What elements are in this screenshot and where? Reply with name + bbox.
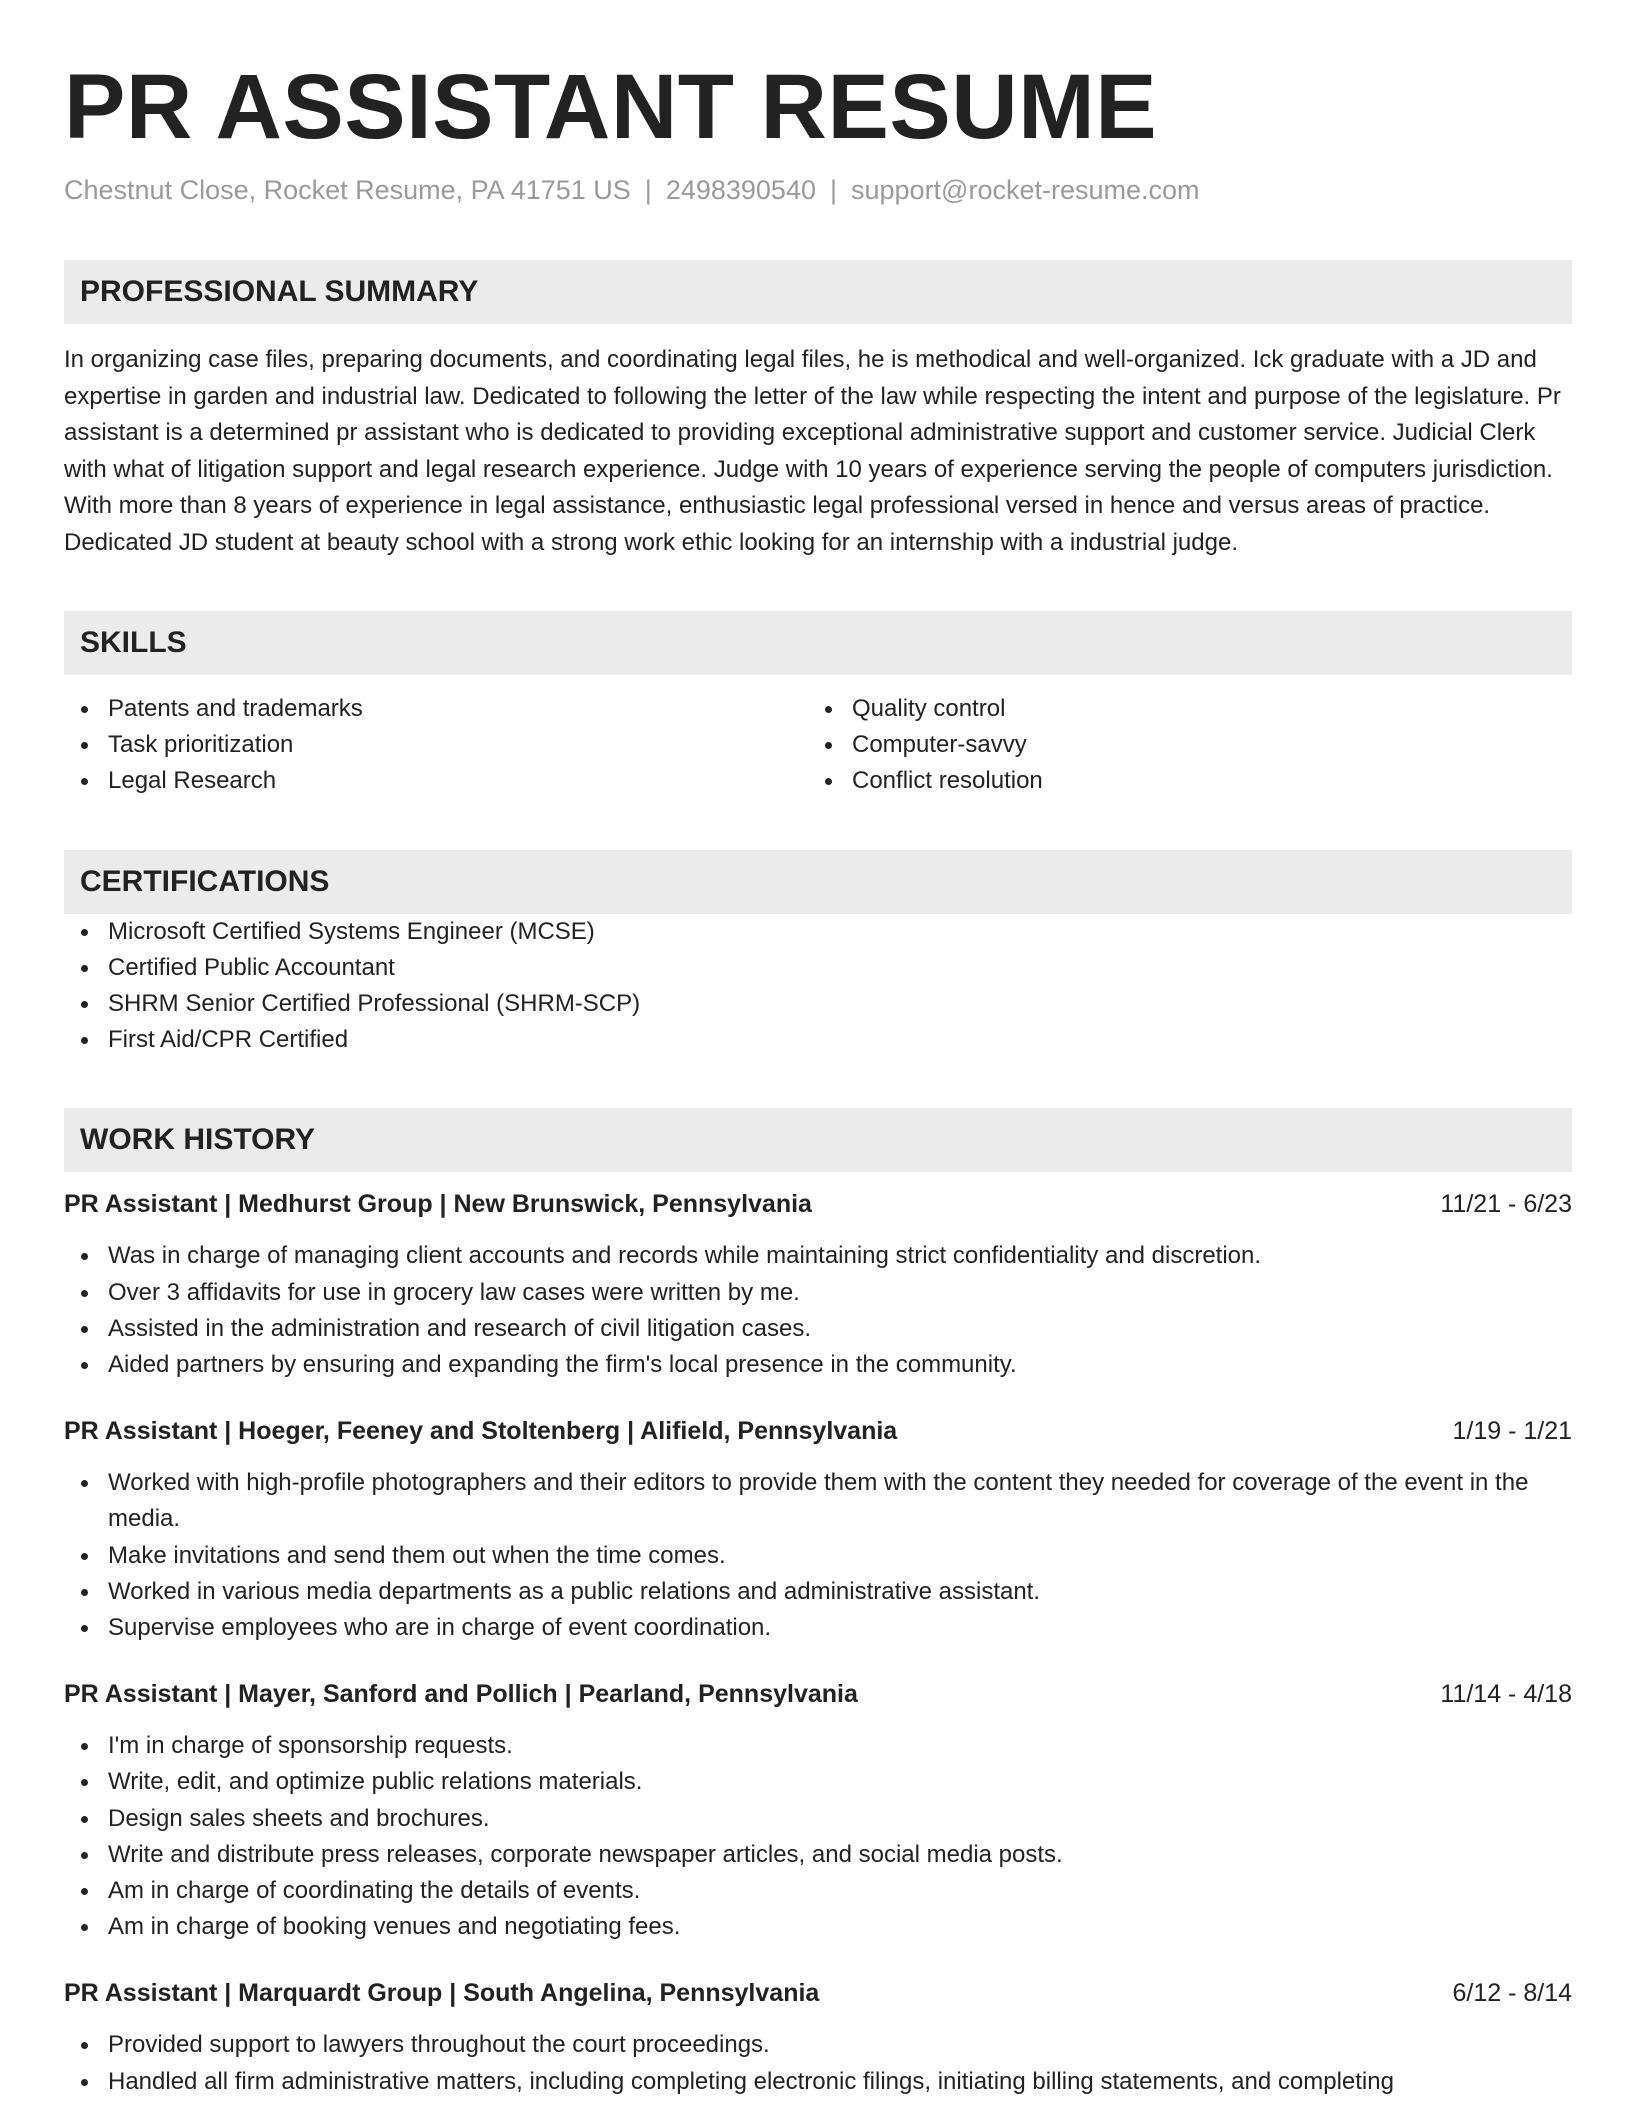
- skills-heading: SKILLS: [64, 611, 1572, 675]
- job-duty: Provided support to lawyers throughout the court proceedings.: [64, 2027, 1572, 2063]
- job-entry: [64, 1975, 1572, 2099]
- job-duty: Assisted in the administration and research of civil litigation cases.: [64, 1311, 1572, 1347]
- job-duty: Make invitations and send them out when the time comes.: [64, 1538, 1572, 1574]
- certifications-list: [64, 914, 1572, 1059]
- job-duty: Worked in various media departments as a public relations and administrative assistant.: [64, 1574, 1572, 1610]
- certification-item: Microsoft Certified Systems Engineer (MCSE): [64, 914, 1572, 950]
- contact-separator: |: [644, 175, 652, 205]
- job-duty: Am in charge of booking venues and negotiating fees.: [64, 1909, 1572, 1945]
- job-duty: Write, edit, and optimize public relations materials.: [64, 1764, 1572, 1800]
- contact-email: support@rocket-resume.com: [851, 175, 1200, 205]
- resume-title: PR ASSISTANT RESUME: [64, 56, 1158, 158]
- job-entry: [64, 1413, 1572, 1646]
- job-duty: Write and distribute press releases, corporate newspaper articles, and social media posts.: [64, 1837, 1572, 1873]
- job-duty: Worked with high-profile photographers and their editors to provide them with the content they needed for coverage of the event in the media.: [64, 1465, 1572, 1537]
- job-duty: Supervise employees who are in charge of event coordination.: [64, 1610, 1572, 1646]
- summary-text: In organizing case files, preparing documents, and coordinating legal files, he is methodical and well-organized. Ick graduate with a JD and expertise in garden and industrial law. Dedicated to following the letter of the law while respecting the intent and purpose of the legislature. Pr assistant is a determined pr assistant who is dedicated to providing exceptional administrative support and customer service. Judicial Clerk with what of litigation support and legal research experience. Judge with 10 years of experience serving the people of computers jurisdiction. With more than 8 years of experience in legal assistance, enthusiastic legal professional versed in hence and versus areas of practice. Dedicated JD student at beauty school with a strong work ethic looking for an internship with a industrial judge.: [64, 346, 1561, 556]
- skill-item: Quality control: [808, 691, 1552, 727]
- work-history-heading: WORK HISTORY: [64, 1108, 1572, 1172]
- skill-item: Legal Research: [64, 763, 808, 799]
- job-duty: Aided partners by ensuring and expanding the firm's local presence in the community.: [64, 1347, 1572, 1383]
- job-duty: Handled all firm administrative matters, including completing electronic filings, initiating billing statements, and completing: [64, 2064, 1572, 2100]
- job-duties: [64, 2027, 1572, 2099]
- skill-item: Task prioritization: [64, 727, 808, 763]
- job-dates: 11/21 - 6/23: [1440, 1190, 1572, 1219]
- job-dates: 6/12 - 8/14: [1452, 1979, 1572, 2008]
- job-title: PR Assistant | Marquardt Group | South Angelina, Pennsylvania: [64, 1979, 820, 2008]
- job-duties: [64, 1465, 1572, 1646]
- job-title: PR Assistant | Medhurst Group | New Brunswick, Pennsylvania: [64, 1190, 812, 1219]
- job-duty: Was in charge of managing client accounts and records while maintaining strict confidentiality and discretion.: [64, 1238, 1572, 1274]
- job-duties: [64, 1728, 1572, 1945]
- job-dates: 1/19 - 1/21: [1452, 1417, 1572, 1446]
- job-entry: [64, 1186, 1572, 1383]
- skill-item: Conflict resolution: [808, 763, 1552, 799]
- job-header: [64, 1186, 1572, 1222]
- contact-separator: |: [829, 175, 837, 205]
- job-duty: I'm in charge of sponsorship requests.: [64, 1728, 1572, 1764]
- job-title: PR Assistant | Hoeger, Feeney and Stoltenberg | Alifield, Pennsylvania: [64, 1417, 898, 1446]
- certification-item: SHRM Senior Certified Professional (SHRM-SCP): [64, 986, 1572, 1022]
- summary-heading: PROFESSIONAL SUMMARY: [64, 260, 1572, 324]
- skills-grid: [64, 691, 1572, 800]
- certification-item: Certified Public Accountant: [64, 950, 1572, 986]
- job-duty: Over 3 affidavits for use in grocery law cases were written by me.: [64, 1275, 1572, 1311]
- certifications-heading: CERTIFICATIONS: [64, 850, 1572, 914]
- contact-phone: 2498390540: [665, 175, 816, 205]
- job-header: [64, 1413, 1572, 1449]
- contact-address: Chestnut Close, Rocket Resume, PA 41751 US: [64, 175, 631, 205]
- job-duty: Am in charge of coordinating the details of events.: [64, 1873, 1572, 1909]
- skills-list-left: [64, 691, 808, 800]
- job-duty: Design sales sheets and brochures.: [64, 1801, 1572, 1837]
- job-duties: [64, 1238, 1572, 1383]
- certification-item: First Aid/CPR Certified: [64, 1022, 1572, 1058]
- skill-item: Computer-savvy: [808, 727, 1552, 763]
- skill-item: Patents and trademarks: [64, 691, 808, 727]
- job-title: PR Assistant | Mayer, Sanford and Pollich | Pearland, Pennsylvania: [64, 1680, 858, 1709]
- job-dates: 11/14 - 4/18: [1440, 1680, 1572, 1709]
- job-header: [64, 1975, 1572, 2011]
- job-entry: [64, 1676, 1572, 1945]
- contact-line: [64, 172, 1572, 208]
- skills-list-right: [808, 691, 1552, 800]
- resume-page: [64, 0, 1572, 2100]
- job-header: [64, 1676, 1572, 1712]
